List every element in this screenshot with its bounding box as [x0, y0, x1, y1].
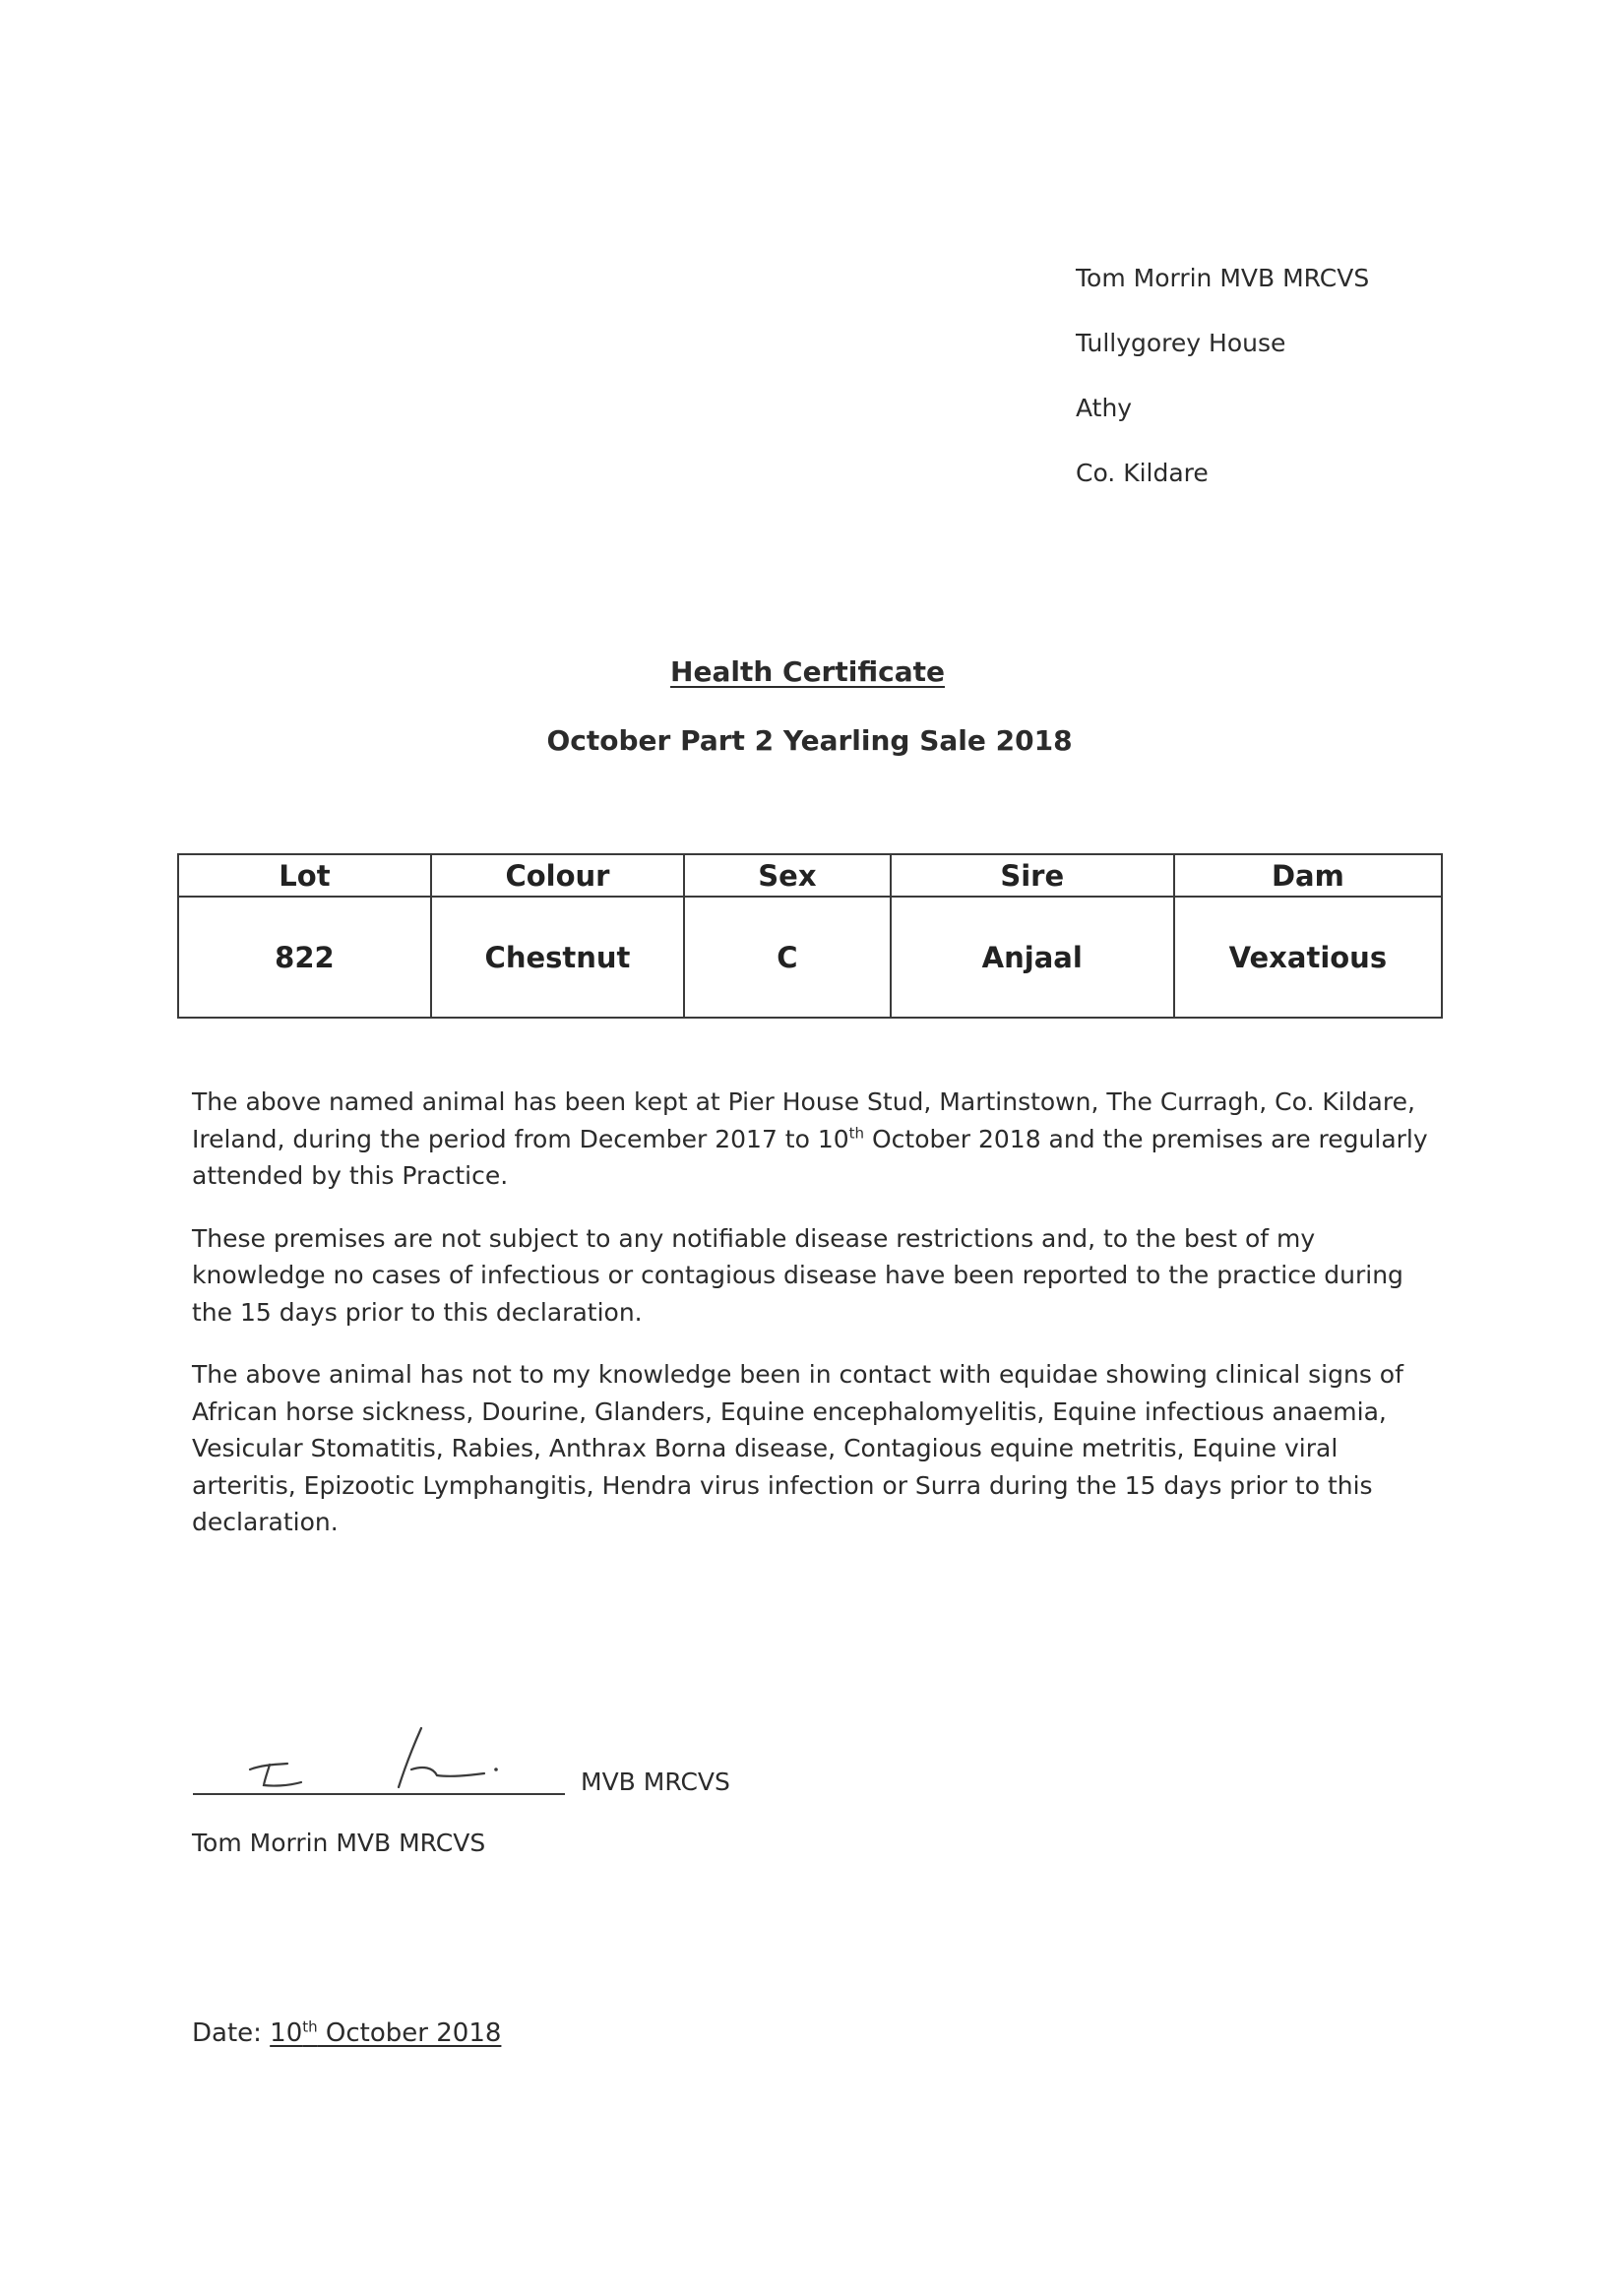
paragraph-premises-sup: th	[848, 1124, 865, 1143]
address-line-county: Co. Kildare	[1076, 459, 1209, 487]
paragraph-premises	[192, 1084, 1437, 1195]
address-line-town: Athy	[1076, 394, 1133, 422]
paragraph-restrictions: These premises are not subject to any notifiable disease restrictions and, to the best of my knowledge no cases of infectious or contagious disease have been reported to the practice during the 15 days prior to this declaration.	[192, 1223, 1403, 1327]
cell-dam: Vexatious	[1174, 897, 1442, 1018]
paragraph-premises-part1: The above named animal has been kept at Pier House Stud, Martinstown, The Curragh, Co. Kildare, Ireland, during the period from December 2017 to 10	[192, 1087, 1415, 1153]
date-line	[192, 2018, 501, 2048]
signature-suffix: MVB MRCVS	[581, 1768, 730, 1796]
address-block	[1076, 266, 1369, 526]
date-value	[270, 2018, 501, 2048]
date-label: Date:	[192, 2018, 262, 2048]
document-subtitle: October Part 2 Yearling Sale 2018	[546, 724, 1073, 757]
address-line-house: Tullygorey House	[1076, 329, 1286, 357]
signatory-name: Tom Morrin MVB MRCVS	[192, 1829, 486, 1857]
paragraph-contact: The above animal has not to my knowledge been in contact with equidae showing clinical signs of African horse sickness, Dourine, Glanders, Equine encephalomyelitis, Equine infectious anaemia, Vesicular Stomatitis, Rabies, Anthrax Borna disease, Contagious equine metritis, Equine viral arteritis, Epizootic Lymphangitis, Hendra virus infection or Surra during the 15 days prior to this declaration.	[192, 1360, 1403, 1536]
table-header-row	[178, 854, 1442, 897]
cell-sire: Anjaal	[891, 897, 1174, 1018]
header-dam: Dam	[1174, 854, 1442, 897]
signature-line	[193, 1793, 565, 1795]
header-sex: Sex	[684, 854, 891, 897]
paragraph-premises-part2: October 2018 and the premises are regularly attended by this Practice.	[192, 1124, 1428, 1190]
header-lot: Lot	[178, 854, 431, 897]
document-title: Health Certificate	[670, 655, 945, 688]
date-sup: th	[302, 2017, 318, 2036]
cell-lot: 822	[178, 897, 431, 1018]
lot-details-table	[177, 853, 1443, 1019]
cell-sex: C	[684, 897, 891, 1018]
date-day: 10	[270, 2018, 303, 2048]
signature-image	[193, 1710, 587, 1799]
header-sire: Sire	[891, 854, 1174, 897]
header-colour: Colour	[431, 854, 684, 897]
date-rest: October 2018	[317, 2018, 502, 2048]
table-row	[178, 897, 1442, 1018]
address-name: Tom Morrin MVB MRCVS	[1076, 264, 1370, 292]
certificate-body	[192, 1084, 1437, 1567]
cell-colour: Chestnut	[431, 897, 684, 1018]
